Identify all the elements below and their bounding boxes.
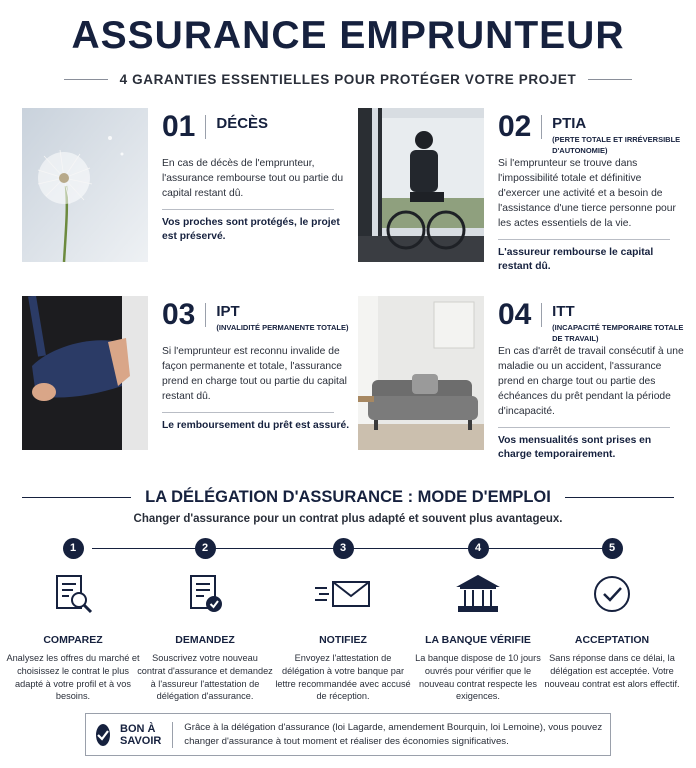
divider bbox=[565, 497, 674, 498]
step-number: 2 bbox=[195, 538, 216, 559]
wheelchair-photo bbox=[358, 108, 484, 262]
document-check-icon bbox=[137, 572, 273, 616]
guarantee-card-deces bbox=[22, 108, 352, 268]
step-bank-check bbox=[410, 538, 546, 703]
step-acceptance bbox=[544, 538, 680, 690]
guarantee-note: Le remboursement du prêt est assuré. bbox=[162, 420, 350, 431]
step-title: NOTIFIEZ bbox=[319, 634, 367, 646]
dandelion-photo bbox=[22, 108, 148, 262]
step-title: LA BANQUE VÉRIFIE bbox=[425, 634, 531, 646]
guarantee-note: Vos mensualités sont prises en charge temporairement. bbox=[498, 435, 652, 460]
guarantee-note: L'assureur rembourse le capital restant dû. bbox=[498, 247, 654, 272]
delegation-subtitle: Changer d'assurance pour un contrat plus adapté et souvent plus avantageux. bbox=[133, 513, 563, 525]
delegation-title-row bbox=[22, 488, 674, 507]
guarantee-detail: (PERTE TOTALE ET IRRÉVERSIBLE D'AUTONOMIE) bbox=[552, 135, 681, 155]
step-title: DEMANDEZ bbox=[175, 634, 235, 646]
guarantee-detail: (INCAPACITÉ TEMPORAIRE TOTALE DE TRAVAIL) bbox=[552, 323, 684, 343]
checkmark-icon bbox=[96, 724, 110, 746]
step-title: COMPAREZ bbox=[43, 634, 103, 646]
step-number: 1 bbox=[63, 538, 84, 559]
step-request bbox=[137, 538, 273, 703]
guarantee-name: ITT bbox=[552, 303, 575, 320]
document-search-icon bbox=[5, 572, 141, 616]
good-to-know-box bbox=[85, 713, 611, 756]
guarantee-name: DÉCÈS bbox=[216, 115, 269, 132]
guarantee-description: Si l'emprunteur se trouve dans l'impossibilité totale et définitive d'exercer une activité et a besoin de l'assistance d'une tierce personne pour les actes essentiels de la vie. bbox=[498, 158, 676, 229]
divider bbox=[22, 497, 131, 498]
step-title: ACCEPTATION bbox=[574, 634, 650, 646]
step-number: 3 bbox=[333, 538, 354, 559]
envelope-icon bbox=[275, 572, 411, 616]
guarantee-note: Vos proches sont protégés, le projet est préservé. bbox=[162, 217, 340, 242]
good-to-know-message: Grâce à la délégation d'assurance (loi Lagarde, amendement Bourquin, loi Lemoine), vous pouvez changer d'assurance à tout moment et réaliser des économies significatives. bbox=[184, 721, 603, 747]
guarantee-detail: (INVALIDITÉ PERMANENTE TOTALE) bbox=[216, 323, 349, 332]
arm-sling-photo bbox=[22, 296, 148, 450]
guarantee-description: En cas d'arrêt de travail consécutif à une maladie ou un accident, l'assurance prend en charge tout ou partie des échéances du prêt pendant la période d'incapacité. bbox=[498, 346, 684, 417]
divider bbox=[64, 79, 108, 80]
step-description: Souscrivez votre nouveau contrat d'assurance et demandez à l'assureur l'attestation de délégation d'assurance. bbox=[137, 653, 273, 702]
guarantee-number: 02 bbox=[498, 110, 532, 143]
guarantee-card-ipt bbox=[22, 296, 352, 456]
guarantee-number: 01 bbox=[162, 110, 196, 143]
guarantee-description: Si l'emprunteur est reconnu invalide de façon permanente et totale, l'assurance prend en charge tout ou partie du capital restant dû. bbox=[162, 346, 347, 402]
step-notify bbox=[275, 538, 411, 703]
step-description: Sans réponse dans ce délai, la délégation est acceptée. Votre nouveau contrat est alors effectif. bbox=[544, 653, 680, 689]
step-number: 4 bbox=[468, 538, 489, 559]
sofa-photo bbox=[358, 296, 484, 450]
guarantee-name: IPT bbox=[216, 303, 240, 320]
step-number: 5 bbox=[602, 538, 623, 559]
guarantee-description: En cas de décès de l'emprunteur, l'assurance rembourse tout ou partie du capital restant dû. bbox=[162, 158, 344, 199]
guarantee-number: 04 bbox=[498, 298, 532, 331]
guarantee-name: PTIA bbox=[552, 115, 587, 132]
guarantee-card-ptia bbox=[358, 108, 688, 272]
divider bbox=[588, 79, 632, 80]
step-description: Analysez les offres du marché et choisissez le contrat le plus adapté à votre profil et à vos besoins. bbox=[6, 653, 140, 702]
guarantee-number: 03 bbox=[162, 298, 196, 331]
subtitle-row bbox=[64, 70, 632, 88]
delegation-title: LA DÉLÉGATION D'ASSURANCE : MODE D'EMPLOI bbox=[145, 488, 551, 506]
bank-icon bbox=[410, 572, 546, 616]
page-subtitle: 4 GARANTIES ESSENTIELLES POUR PROTÉGER VOTRE PROJET bbox=[119, 71, 577, 87]
page-title: ASSURANCE EMPRUNTEUR bbox=[71, 14, 625, 57]
step-description: Envoyez l'attestation de délégation à votre banque par lettre recommandée avec accusé de réception. bbox=[275, 653, 411, 702]
step-description: La banque dispose de 10 jours ouvrés pour vérifier que le nouveau contrat respecte les exigences. bbox=[415, 653, 541, 702]
checkmark-circle-icon bbox=[544, 572, 680, 616]
guarantee-card-itt bbox=[358, 296, 688, 460]
step-compare bbox=[5, 538, 141, 703]
good-to-know-label: BON À SAVOIR bbox=[120, 722, 162, 747]
